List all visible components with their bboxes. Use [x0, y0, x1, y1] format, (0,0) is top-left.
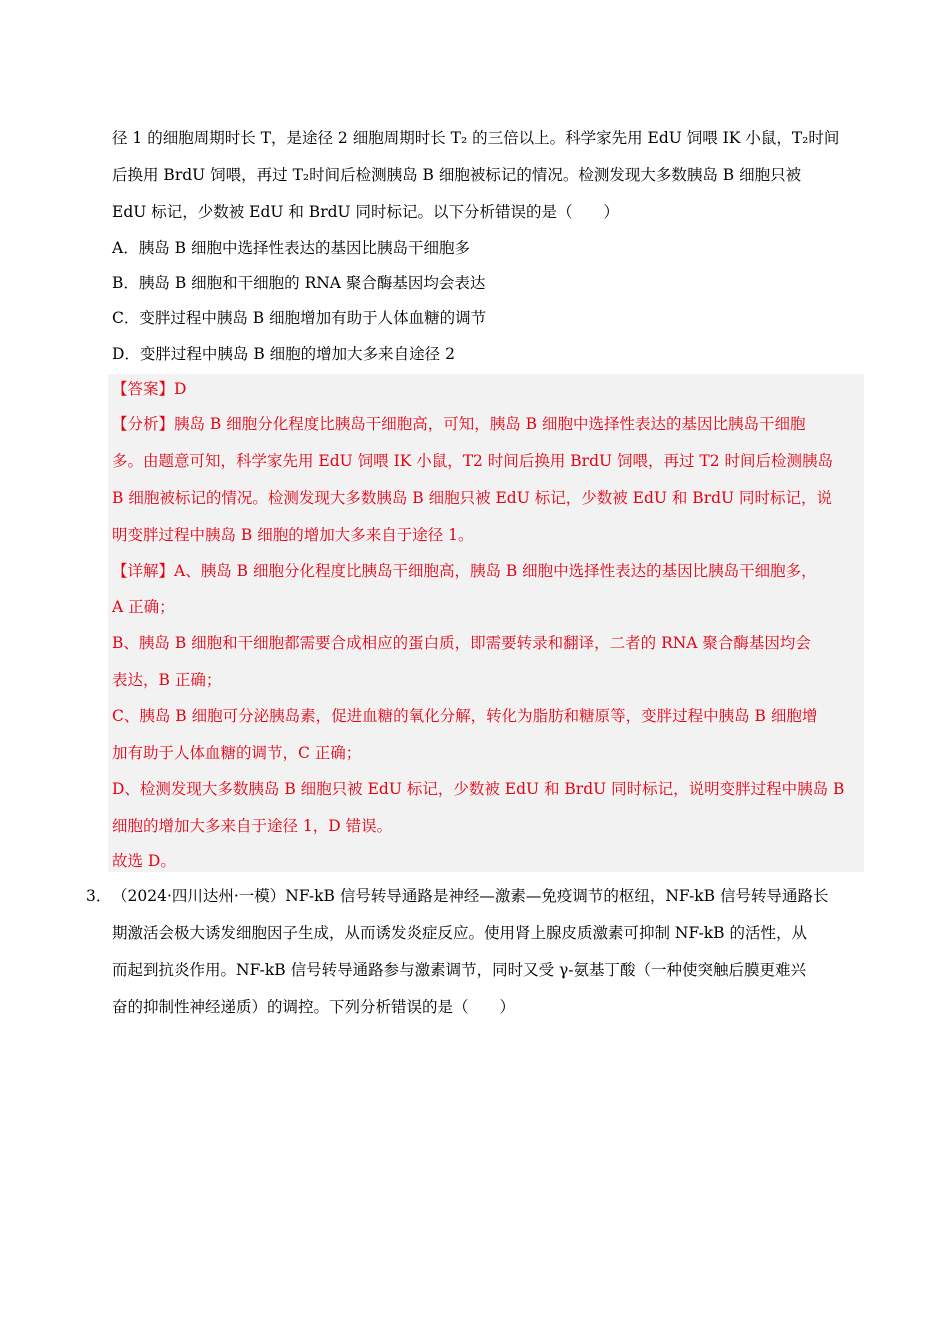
q2-option-a: A．胰岛 B 细胞中选择性表达的基因比胰岛干细胞多	[112, 239, 470, 257]
analysis-line-2: 多。由题意可知，科学家先用 EdU 饲喂 IK 小鼠，T2 时间后换用 BrdU 饲喂，再过 T2 时间后检测胰岛	[112, 452, 834, 470]
analysis-line-4: 明变胖过程中胰岛 B 细胞的增加大多来自于途径 1。	[112, 526, 474, 544]
conclusion-line: 故选 D。	[112, 852, 176, 870]
q3-stem-line-3: 而起到抗炎作用。NF-kB 信号转导通路参与激素调节，同时又受 γ-氨基丁酸（一种使突触后膜更难兴	[112, 961, 806, 979]
q2-stem-line-2: 后换用 BrdU 饲喂，再过 T₂时间后检测胰岛 B 细胞被标记的情况。检测发现大多数胰岛 B 细胞只被	[112, 166, 802, 184]
q2-stem-line-1: 径 1 的细胞周期时长 T，是途径 2 细胞周期时长 T₂ 的三倍以上。科学家先用 EdU 饲喂 IK 小鼠，T₂时间	[112, 129, 840, 147]
q2-option-b: B．胰岛 B 细胞和干细胞的 RNA 聚合酶基因均会表达	[112, 274, 486, 292]
detail-line-6: 加有助于人体血糖的调节，C 正确；	[112, 744, 362, 762]
q3-stem-line-1: （2024·四川达州·一模）NF-kB 信号转导通路是神经—激素—免疫调节的枢纽，NF-kB 信号转导通路长	[112, 887, 829, 905]
q2-option-c: C．变胖过程中胰岛 B 细胞增加有助于人体血糖的调节	[112, 309, 487, 327]
detail-line-5: C、胰岛 B 细胞可分泌胰岛素，促进血糖的氧化分解，转化为脂肪和糖原等，变胖过程中胰岛 B 细胞增	[112, 707, 818, 725]
answer-line: 【答案】D	[112, 380, 187, 398]
q3-number: 3．	[86, 887, 112, 905]
detail-line-4: 表达，B 正确；	[112, 671, 222, 689]
analysis-line-1: 【分析】胰岛 B 细胞分化程度比胰岛干细胞高，可知，胰岛 B 细胞中选择性表达的基因比胰岛干细胞	[112, 415, 806, 433]
detail-line-1: 【详解】A、胰岛 B 细胞分化程度比胰岛干细胞高，胰岛 B 细胞中选择性表达的基因比胰岛干细胞多，	[112, 562, 817, 580]
q2-stem-line-3: EdU 标记，少数被 EdU 和 BrdU 同时标记。以下分析错误的是（ ）	[112, 203, 620, 221]
detail-line-8: 细胞的增加大多来自于途径 1，D 错误。	[112, 817, 393, 835]
q2-option-d: D．变胖过程中胰岛 B 细胞的增加大多来自途径 2	[112, 345, 455, 363]
detail-line-7: D、检测发现大多数胰岛 B 细胞只被 EdU 标记，少数被 EdU 和 BrdU 同时标记，说明变胖过程中胰岛 B	[112, 780, 845, 798]
analysis-line-3: B 细胞被标记的情况。检测发现大多数胰岛 B 细胞只被 EdU 标记，少数被 EdU 和 BrdU 同时标记，说	[112, 489, 833, 507]
detail-line-3: B、胰岛 B 细胞和干细胞都需要合成相应的蛋白质，即需要转录和翻译，二者的 RNA 聚合酶基因均会	[112, 634, 811, 652]
detail-line-2: A 正确；	[112, 598, 175, 616]
q3-stem-line-2: 期激活会极大诱发细胞因子生成，从而诱发炎症反应。使用肾上腺皮质激素可抑制 NF-kB 的活性，从	[112, 924, 807, 942]
q3-stem-line-4: 奋的抑制性神经递质）的调控。下列分析错误的是（ ）	[112, 998, 516, 1016]
